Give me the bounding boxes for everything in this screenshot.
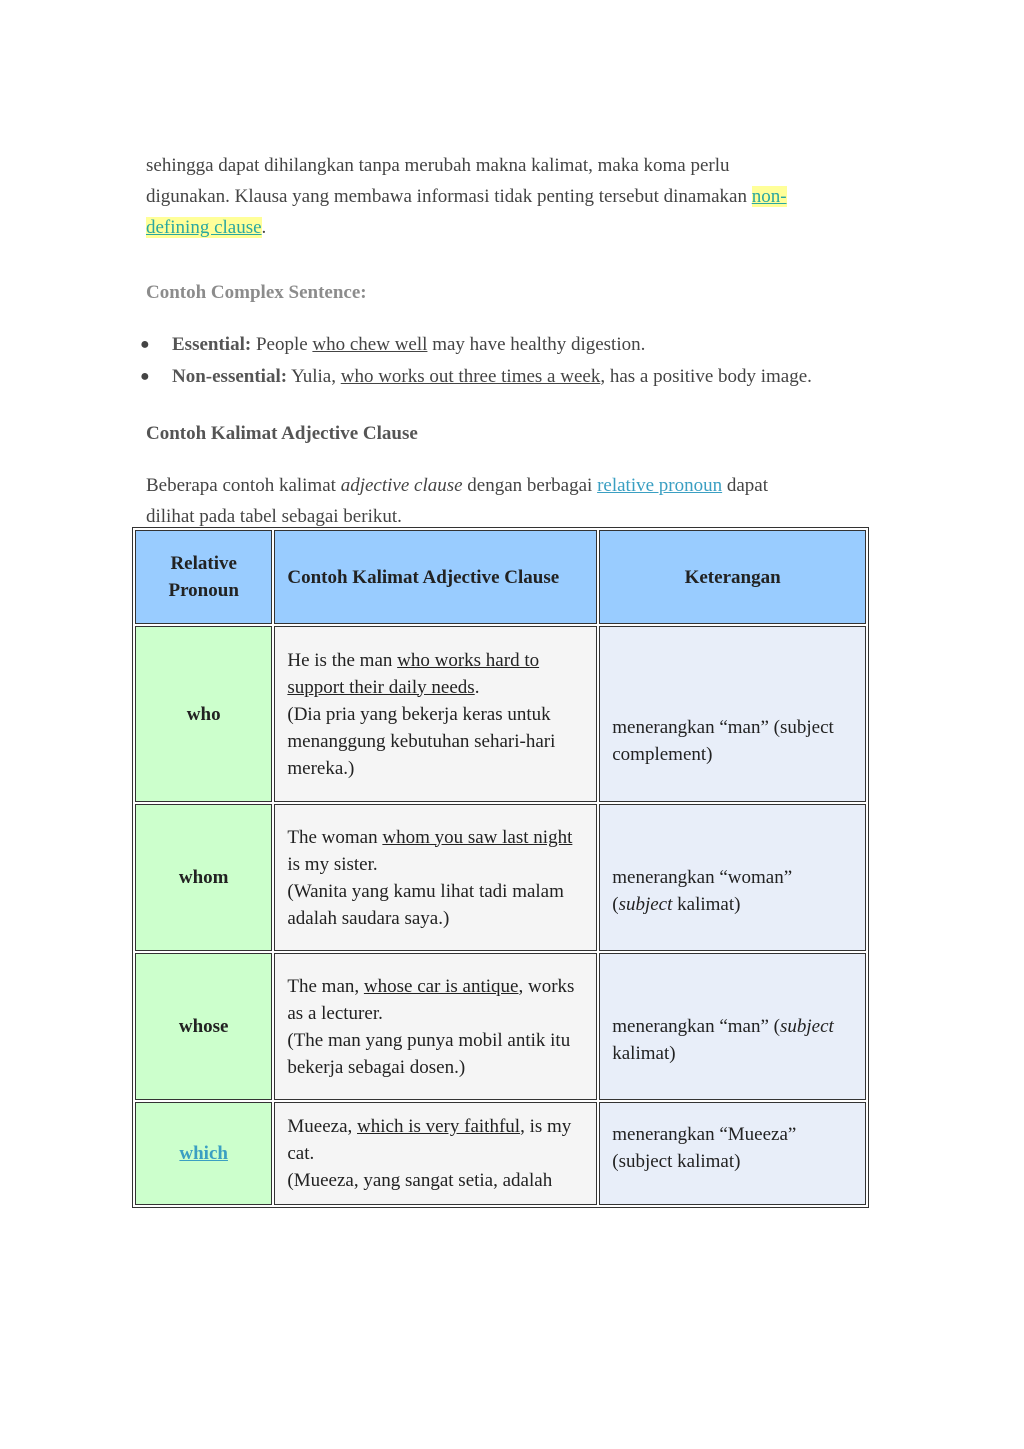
- pronoun-cell: who: [135, 626, 272, 802]
- keterangan-text: menerangkan “woman” (: [612, 867, 793, 915]
- intro-paragraph: [146, 150, 846, 243]
- para-text: Beberapa contoh kalimat: [146, 475, 341, 496]
- bullet-icon: ●: [140, 368, 150, 385]
- example-translation: (The man yang punya mobil antik itu bekerja sebagai dosen.): [287, 1029, 571, 1078]
- intro-line-2: digunakan. Klausa yang membawa informasi tidak penting tersebut dinamakan: [146, 186, 752, 207]
- list-item: [140, 329, 900, 361]
- bullet-label: Essential:: [172, 334, 252, 355]
- keterangan-cell: [599, 1102, 866, 1205]
- complex-sentence-heading: Contoh Complex Sentence:: [146, 282, 367, 303]
- header-keterangan: Keterangan: [599, 530, 866, 624]
- table-row: [135, 953, 866, 1100]
- bullet-underlined: who works out three times a week: [340, 366, 601, 387]
- keterangan-cell: [599, 626, 866, 802]
- keterangan-cell: [599, 804, 866, 951]
- intro-end: .: [261, 217, 267, 238]
- bullet-icon: ●: [140, 336, 150, 353]
- example-text: The man,: [287, 975, 364, 997]
- bullet-text: People: [251, 334, 313, 355]
- example-cell: [274, 804, 597, 951]
- table-header-row: [135, 530, 866, 624]
- bullet-text: , has a positive body image.: [600, 366, 812, 387]
- example-underlined: whom you saw last night: [382, 826, 573, 848]
- keterangan-italic: subject: [618, 894, 673, 915]
- keterangan-text: kalimat): [672, 894, 741, 915]
- example-text: The woman: [287, 826, 383, 848]
- header-relative-pronoun: Relative Pronoun: [135, 530, 272, 624]
- bullet-label: Non-essential:: [172, 366, 288, 387]
- non-defining-clause-link-part1[interactable]: non-: [751, 186, 787, 207]
- example-translation: (Mueeza, yang sangat setia, adalah: [287, 1170, 553, 1191]
- example-translation: (Dia pria yang bekerja keras untuk menanggung kebutuhan sehari-hari mereka.): [287, 703, 556, 779]
- keterangan-text: menerangkan “Mueeza” (subject kalimat): [612, 1124, 797, 1172]
- example-cell: [274, 1102, 597, 1205]
- keterangan-text: menerangkan “man” (subject complement): [612, 717, 834, 765]
- example-cell: [274, 626, 597, 802]
- example-text: He is the man: [287, 649, 398, 671]
- example-underlined: which is very faithful: [357, 1116, 521, 1137]
- pronoun-cell: whose: [135, 953, 272, 1100]
- keterangan-italic: subject: [780, 1016, 834, 1037]
- example-text: , works as a lecturer.: [287, 975, 575, 1024]
- keterangan-cell: [599, 953, 866, 1100]
- relative-pronoun-table: [132, 527, 869, 1208]
- example-underlined: who works hard to support their daily needs: [287, 649, 540, 698]
- relative-pronoun-link[interactable]: relative pronoun: [597, 475, 723, 496]
- para-text: dengan berbagai: [462, 475, 598, 496]
- table-row: [135, 626, 866, 802]
- bullet-text: Yulia,: [287, 366, 341, 387]
- pronoun-cell: whom: [135, 804, 272, 951]
- intro-line-1: sehingga dapat dihilangkan tanpa merubah makna kalimat, maka koma perlu: [146, 155, 730, 176]
- para-text: dapat: [722, 475, 769, 496]
- table-row: [135, 804, 866, 951]
- table-row: [135, 1102, 866, 1205]
- example-translation: (Wanita yang kamu lihat tadi malam adalah saudara saya.): [287, 880, 564, 929]
- example-cell: [274, 953, 597, 1100]
- header-example: Contoh Kalimat Adjective Clause: [274, 530, 597, 624]
- adjective-clause-heading: Contoh Kalimat Adjective Clause: [146, 423, 418, 444]
- example-text: is my sister.: [287, 853, 378, 875]
- example-text: .: [474, 676, 480, 698]
- intro-table-paragraph: [146, 470, 846, 532]
- example-text: , is my cat.: [287, 1116, 572, 1164]
- example-underlined: whose car is antique: [363, 975, 519, 997]
- para-line-2: dilihat pada tabel sebagai berikut.: [146, 506, 402, 527]
- bullet-underlined: who chew well: [312, 334, 428, 355]
- keterangan-text: kalimat): [612, 1043, 676, 1064]
- keterangan-text: menerangkan “man” (: [612, 1016, 780, 1037]
- which-link[interactable]: which: [179, 1143, 228, 1164]
- list-item: [140, 361, 900, 393]
- example-text: Mueeza,: [287, 1116, 358, 1137]
- para-italic: adjective clause: [340, 475, 463, 496]
- non-defining-clause-link-part2[interactable]: defining clause: [146, 217, 262, 238]
- example-list: [140, 329, 900, 393]
- pronoun-cell: [135, 1102, 272, 1205]
- bullet-text: may have healthy digestion.: [427, 334, 646, 355]
